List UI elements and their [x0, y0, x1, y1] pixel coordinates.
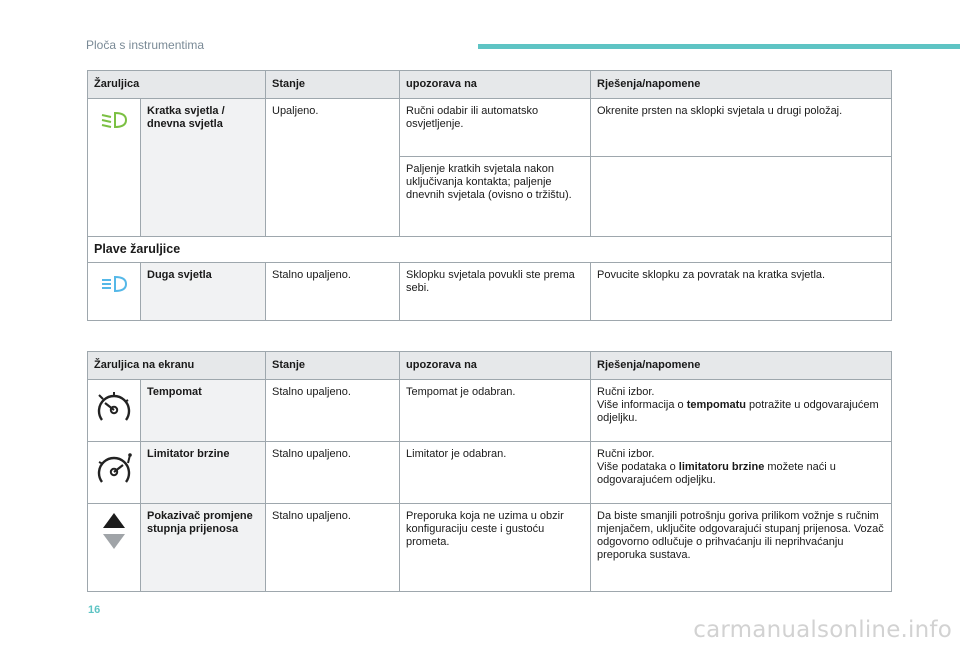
lamp-solution	[591, 442, 892, 504]
column-header-solutions: Rješenja/napomene	[591, 352, 892, 380]
section-title-blue-lamps: Plave žaruljice	[88, 237, 892, 263]
lamp-name: Pokazivač promjene stupnja prijenosa	[141, 504, 266, 592]
lamp-warning: Preporuka koja ne uzima u obzir konfiguraciju ceste i gustoću prometa.	[400, 504, 591, 592]
lamp-solution	[591, 380, 892, 442]
lamp-state: Stalno upaljeno.	[266, 442, 400, 504]
page-header-title: Ploča s instrumentima	[86, 38, 205, 52]
lamp-warning: Limitator je odabran.	[400, 442, 591, 504]
table-row	[88, 263, 892, 321]
solution-line: Ručni izbor.	[597, 386, 655, 398]
lamp-state: Upaljeno.	[266, 99, 400, 237]
solution-text: Više informacija o	[597, 399, 687, 411]
cruise-control-icon	[94, 390, 134, 426]
lamp-name: Kratka svjetla / dnevna svjetla	[141, 99, 266, 237]
lamp-icon-cell	[88, 504, 141, 592]
lamp-solution: Povucite sklopku za povratak na kratka svjetla.	[591, 263, 892, 321]
dipped-beam-icon	[99, 111, 129, 129]
table-header-row	[88, 352, 892, 380]
lamp-warning: Ručni odabir ili automatsko osvjetljenje.	[400, 99, 591, 157]
solution-text: potražite u odgovarajućem odjeljku.	[597, 399, 879, 424]
warning-lamps-table	[87, 70, 892, 321]
table-row	[88, 380, 892, 442]
gear-shift-indicator-icon	[101, 512, 127, 550]
column-header-lamp: Žaruljica na ekranu	[88, 352, 266, 380]
column-header-warns: upozorava na	[400, 352, 591, 380]
table-row	[88, 99, 892, 157]
column-header-lamp: Žaruljica	[88, 71, 266, 99]
lamp-solution: Da biste smanjili potrošnju goriva prilikom vožnje s ručnim mjenjačem, uključite odgovarajući stupanj prijenosa. Vozač odgovorno odlučuje o prihvaćanju ili neprihvaćanju preporuka sustava.	[591, 504, 892, 592]
lamp-icon-cell	[88, 380, 141, 442]
speed-limiter-icon	[94, 452, 134, 488]
column-header-state: Stanje	[266, 352, 400, 380]
lamp-warning: Tempomat je odabran.	[400, 380, 591, 442]
header-accent-bar	[478, 44, 960, 49]
lamp-state: Stalno upaljeno.	[266, 504, 400, 592]
section-row	[88, 237, 892, 263]
lamp-name: Limitator brzine	[141, 442, 266, 504]
solution-line	[597, 461, 885, 487]
solution-keyword: limitatoru brzine	[678, 461, 765, 473]
solution-line	[597, 399, 885, 425]
lamp-icon-cell	[88, 442, 141, 504]
lamp-state: Stalno upaljeno.	[266, 263, 400, 321]
lamp-icon-cell	[88, 99, 141, 237]
lamp-icon-cell	[88, 263, 141, 321]
lamp-warning: Paljenje kratkih svjetala nakon uključivanja kontakta; paljenje dnevnih svjetala (ovisno o tržištu).	[400, 157, 591, 237]
solution-line: Ručni izbor.	[597, 448, 655, 460]
watermark-text: carmanualsonline.info	[693, 617, 952, 643]
screen-indicators-table	[87, 351, 892, 592]
solution-text: možete naći u odgovarajućem odjeljku.	[597, 461, 836, 486]
main-beam-icon	[99, 275, 129, 293]
lamp-name: Duga svjetla	[141, 263, 266, 321]
table-row	[88, 504, 892, 592]
column-header-state: Stanje	[266, 71, 400, 99]
lamp-state: Stalno upaljeno.	[266, 380, 400, 442]
solution-text: Više podataka o	[597, 461, 679, 473]
page-number: 16	[88, 604, 101, 616]
solution-keyword: tempomatu	[686, 399, 746, 411]
column-header-warns: upozorava na	[400, 71, 591, 99]
lamp-solution: Okrenite prsten na sklopki svjetala u drugi položaj.	[591, 99, 892, 157]
lamp-name: Tempomat	[141, 380, 266, 442]
lamp-solution	[591, 157, 892, 237]
table-row	[88, 442, 892, 504]
column-header-solutions: Rješenja/napomene	[591, 71, 892, 99]
lamp-warning: Sklopku svjetala povukli ste prema sebi.	[400, 263, 591, 321]
table-header-row	[88, 71, 892, 99]
